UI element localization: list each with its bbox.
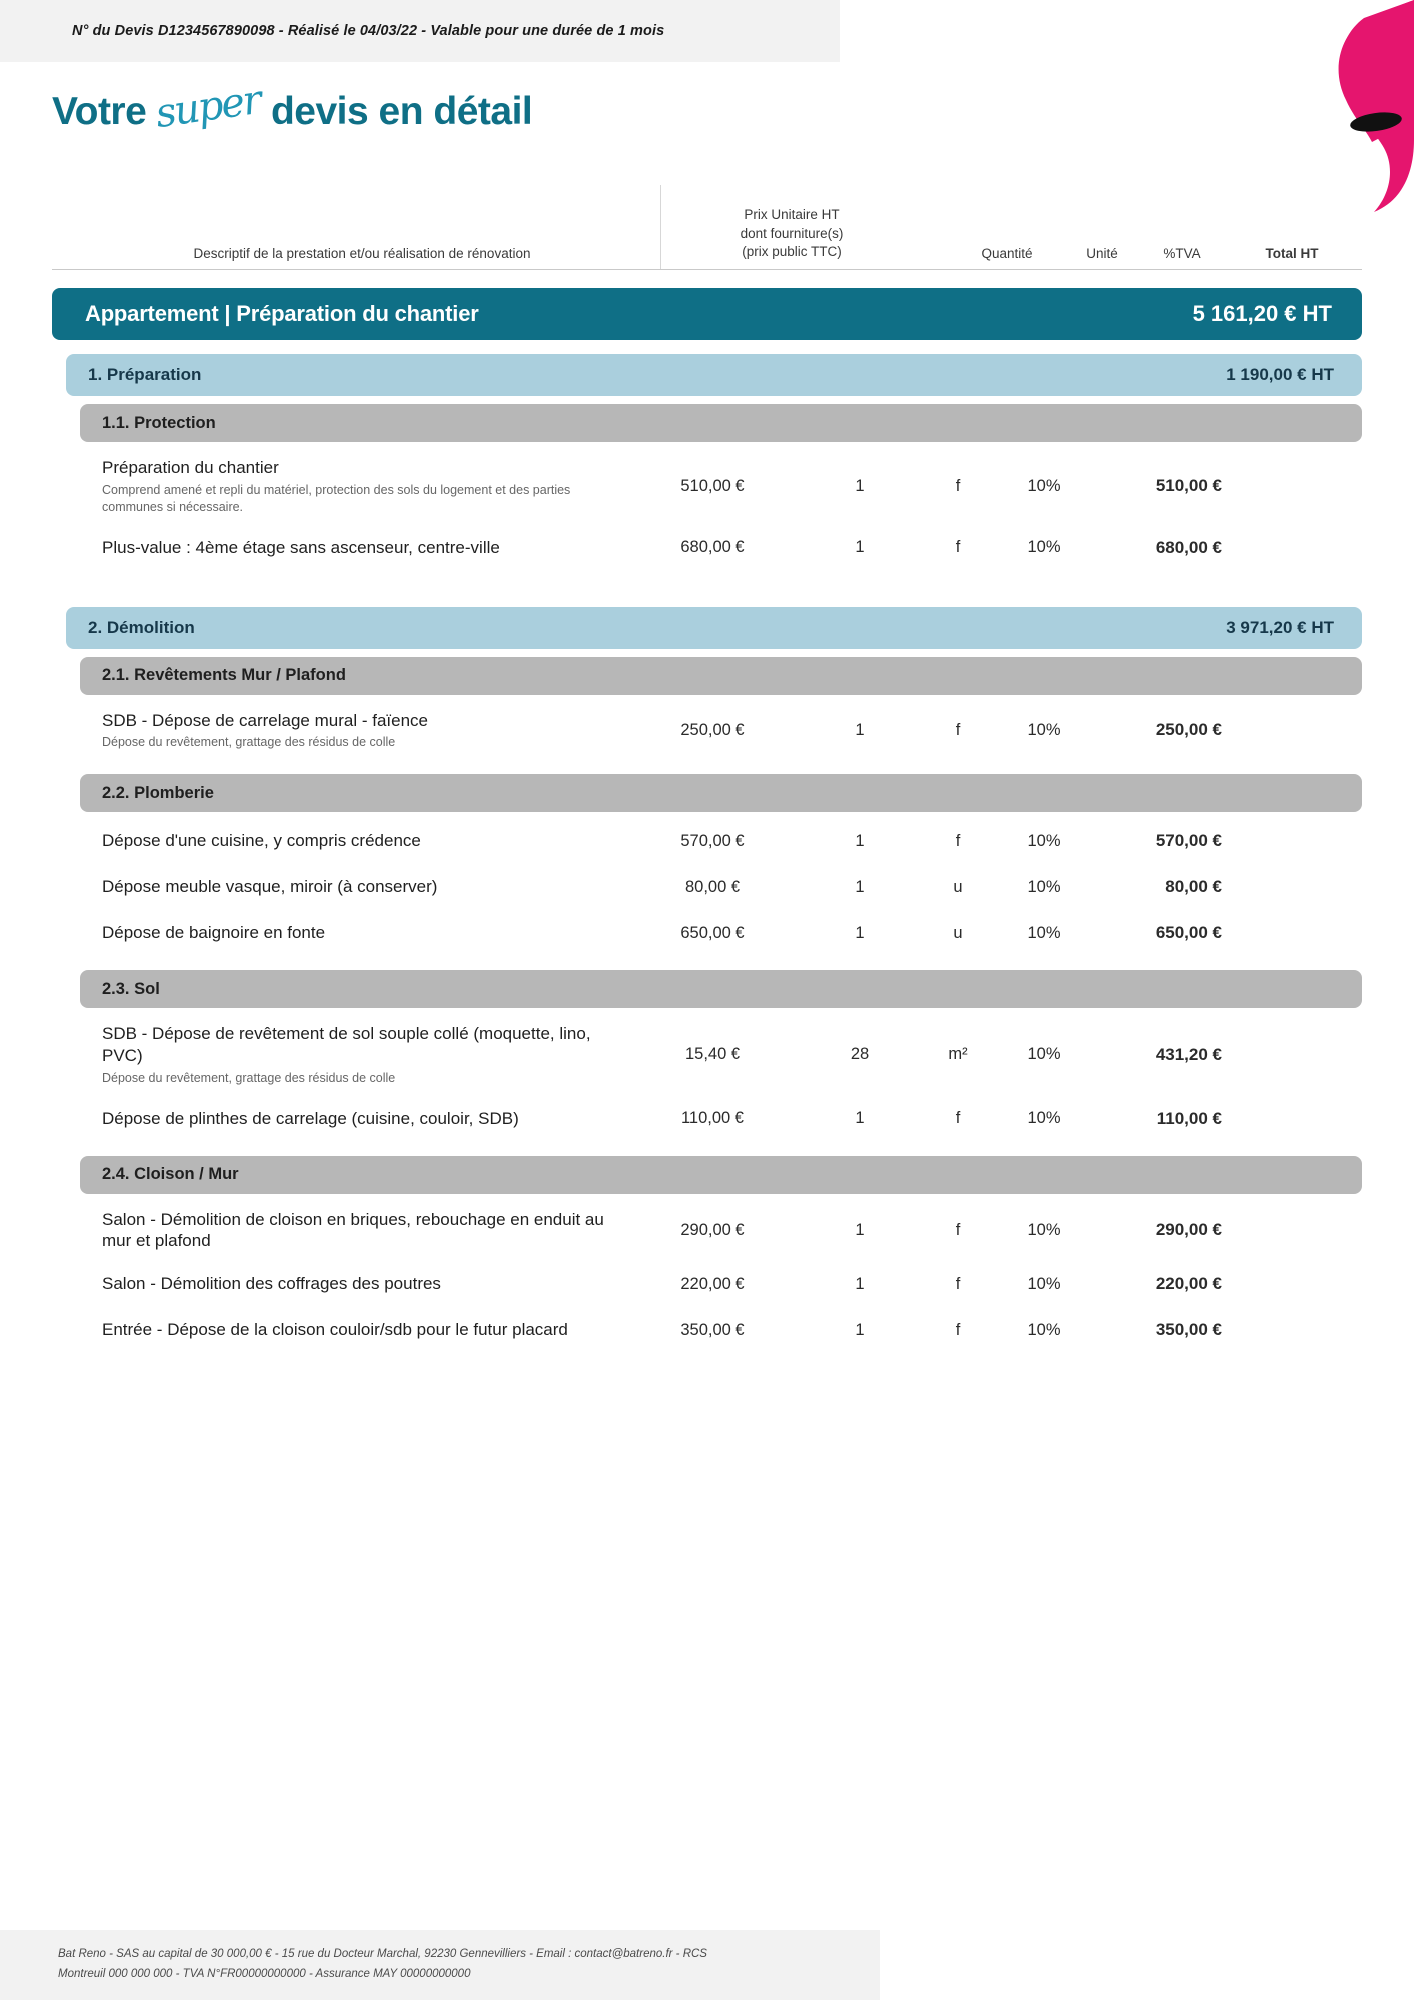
item-subtitle: Dépose du revêtement, grattage des résidus de colle — [102, 1070, 396, 1085]
item-unit-price: 510,00 € — [680, 476, 745, 495]
item-vat: 10% — [1027, 1109, 1061, 1127]
item-vat: 10% — [1027, 476, 1061, 495]
item-total: 510,00 € — [1155, 476, 1222, 496]
item-total: 250,00 € — [1155, 720, 1222, 740]
column-header-quantity: Quantité — [981, 246, 1033, 261]
item-description — [80, 1273, 620, 1295]
quote-table — [52, 288, 1362, 1367]
item-unit: f — [955, 1109, 961, 1127]
item-unit: f — [955, 1274, 961, 1293]
legal-footer-line2: Montreuil 000 000 000 - TVA N°FR00000000000 - Assurance MAY 00000000000 — [58, 1968, 471, 1980]
chapter-label: 2. Démolition — [88, 617, 195, 637]
row-spacer — [52, 956, 1362, 970]
table-row — [80, 1261, 1362, 1307]
item-quantity: 1 — [855, 1109, 865, 1127]
item-title: Plus-value : 4ème étage sans ascenseur, centre-ville — [102, 537, 500, 557]
subsection-label: 2.4. Cloison / Mur — [102, 1165, 239, 1183]
table-row — [80, 1096, 1362, 1142]
column-header-total: Total HT — [1265, 246, 1319, 261]
item-vat: 10% — [1027, 923, 1061, 942]
item-title: Dépose de plinthes de carrelage (cuisine, couloir, SDB) — [102, 1108, 519, 1128]
item-quantity: 1 — [855, 1320, 865, 1339]
item-vat: 10% — [1027, 720, 1061, 739]
table-row — [80, 910, 1362, 956]
row-spacer — [52, 1142, 1362, 1156]
item-unit: u — [953, 923, 963, 942]
item-subtitle: Dépose du revêtement, grattage des résidus de colle — [102, 735, 396, 750]
item-unit: f — [955, 720, 961, 739]
table-row — [80, 864, 1362, 910]
item-total: 680,00 € — [1155, 537, 1222, 557]
item-total: 80,00 € — [1165, 877, 1222, 897]
page-title-script: super — [153, 76, 264, 138]
item-title: Préparation du chantier — [102, 458, 279, 477]
legal-footer-line1: Bat Reno - SAS au capital de 30 000,00 € - 15 rue du Docteur Marchal, 92230 Gennevilliers - Email : contact@batreno.fr - RCS — [58, 1948, 707, 1961]
subsection-header-row — [80, 657, 1362, 695]
item-unit-price: 650,00 € — [680, 923, 745, 942]
table-row — [80, 1307, 1362, 1353]
quote-meta-bar — [0, 0, 840, 62]
item-quantity: 1 — [855, 831, 865, 850]
item-vat: 10% — [1027, 538, 1061, 556]
item-total: 570,00 € — [1155, 831, 1222, 851]
item-unit-price: 80,00 € — [684, 877, 741, 896]
chapter-total: 3 971,20 € HT — [1226, 617, 1334, 637]
item-unit-price: 350,00 € — [680, 1320, 745, 1339]
page-title-part1: Votre — [52, 90, 147, 133]
item-unit: u — [953, 877, 963, 896]
lot-header-row — [52, 288, 1362, 340]
item-quantity: 1 — [855, 1220, 865, 1239]
item-unit-price: 570,00 € — [680, 831, 745, 850]
item-vat: 10% — [1027, 1220, 1061, 1239]
column-header-unit-price — [692, 206, 892, 261]
lot-total: 5 161,20 € HT — [1192, 301, 1332, 326]
subsection-header-row — [80, 774, 1362, 812]
item-title: Salon - Démolition des coffrages des poutres — [102, 1274, 441, 1294]
column-header-unit-price-line3: (prix public TTC) — [742, 243, 842, 259]
item-vat: 10% — [1027, 831, 1061, 850]
item-title: SDB - Dépose de revêtement de sol souple collé (moquette, lino, PVC) — [102, 1024, 591, 1065]
item-total: 350,00 € — [1155, 1320, 1222, 1339]
subsection-label: 1.1. Protection — [102, 413, 216, 432]
item-title: Dépose d'une cuisine, y compris crédence — [102, 831, 421, 851]
page-title-part2: devis en détail — [270, 90, 533, 133]
subsection-label: 2.1. Revêtements Mur / Plafond — [102, 666, 346, 684]
column-header-unit-price-line1: Prix Unitaire HT — [744, 207, 840, 223]
item-total: 650,00 € — [1155, 923, 1222, 943]
item-unit: f — [955, 831, 961, 850]
item-unit: f — [955, 476, 961, 495]
item-title: Salon - Démolition de cloison en briques, rebouchage en enduit au mur et plafond — [102, 1209, 604, 1251]
quote-meta-text: N° du Devis D1234567890098 - Réalisé le 04/03/22 - Valable pour une durée de 1 mois — [72, 23, 665, 39]
item-description — [80, 1023, 620, 1086]
item-title: Dépose de baignoire en fonte — [102, 923, 326, 943]
row-spacer — [52, 1353, 1362, 1367]
item-unit-price: 290,00 € — [680, 1220, 745, 1239]
item-title: Dépose meuble vasque, miroir (à conserver) — [102, 877, 438, 897]
table-row — [80, 448, 1362, 525]
item-total: 431,20 € — [1155, 1044, 1222, 1064]
subsection-label: 2.3. Sol — [102, 979, 160, 998]
item-description — [80, 457, 620, 516]
table-row — [80, 701, 1362, 761]
item-unit: f — [955, 1320, 961, 1339]
legal-footer-text — [58, 1945, 707, 1984]
item-total: 290,00 € — [1155, 1220, 1222, 1240]
item-title: SDB - Dépose de carrelage mural - faïence — [102, 710, 428, 730]
item-description — [80, 537, 620, 559]
column-header-description: Descriptif de la prestation et/ou réalisation de rénovation — [193, 246, 531, 261]
table-row — [80, 1014, 1362, 1095]
item-total: 110,00 € — [1156, 1108, 1222, 1128]
chapter-header-row — [66, 607, 1362, 649]
item-unit-price: 250,00 € — [680, 720, 745, 739]
item-vat: 10% — [1027, 1320, 1061, 1339]
item-title: Entrée - Dépose de la cloison couloir/sdb pour le futur placard — [102, 1320, 568, 1340]
item-description — [80, 830, 620, 852]
item-unit: f — [955, 1220, 961, 1239]
item-vat: 10% — [1027, 1045, 1061, 1064]
table-row — [80, 1200, 1362, 1262]
subsection-header-row — [80, 404, 1362, 442]
item-vat: 10% — [1027, 1274, 1061, 1293]
item-quantity: 1 — [855, 923, 865, 942]
table-row — [80, 525, 1362, 571]
chapter-label: 1. Préparation — [88, 365, 202, 384]
item-description — [80, 922, 620, 944]
subsection-header-row — [80, 970, 1362, 1008]
chapter-total: 1 190,00 € HT — [1226, 365, 1334, 384]
item-quantity: 1 — [855, 538, 865, 556]
legal-footer — [0, 1930, 880, 2000]
column-divider — [660, 185, 661, 269]
item-quantity: 1 — [855, 476, 865, 495]
row-spacer — [52, 571, 1362, 585]
item-total: 220,00 € — [1155, 1274, 1222, 1293]
item-quantity: 1 — [855, 1274, 865, 1293]
item-unit: m² — [948, 1045, 968, 1064]
item-unit-price: 680,00 € — [680, 538, 745, 556]
chapter-header-row — [66, 354, 1362, 396]
item-unit-price: 220,00 € — [680, 1274, 745, 1293]
table-column-headers — [52, 185, 1362, 270]
item-unit: f — [955, 538, 961, 556]
row-spacer — [52, 760, 1362, 774]
item-unit-price: 110,00 € — [680, 1109, 744, 1127]
page-title — [52, 76, 533, 138]
item-subtitle: Comprend amené et repli du matériel, protection des sols du logement et des parties communes si nécessaire. — [102, 482, 571, 514]
item-description — [80, 1108, 620, 1130]
item-unit-price: 15,40 € — [684, 1045, 741, 1064]
column-header-vat: %TVA — [1163, 246, 1201, 261]
item-description — [80, 710, 620, 752]
item-quantity: 1 — [855, 877, 865, 896]
item-description — [80, 876, 620, 898]
item-quantity: 28 — [850, 1045, 870, 1064]
item-vat: 10% — [1027, 877, 1061, 896]
table-row — [80, 818, 1362, 864]
item-description — [80, 1209, 620, 1253]
item-description — [80, 1319, 620, 1341]
column-header-unit-price-line2: dont fourniture(s) — [740, 225, 844, 241]
section-spacer — [52, 585, 1362, 607]
item-quantity: 1 — [855, 720, 865, 739]
lot-label: Appartement | Préparation du chantier — [85, 301, 479, 326]
column-header-unit: Unité — [1086, 246, 1118, 261]
subsection-header-row — [80, 1156, 1362, 1194]
subsection-label: 2.2. Plomberie — [102, 783, 214, 802]
